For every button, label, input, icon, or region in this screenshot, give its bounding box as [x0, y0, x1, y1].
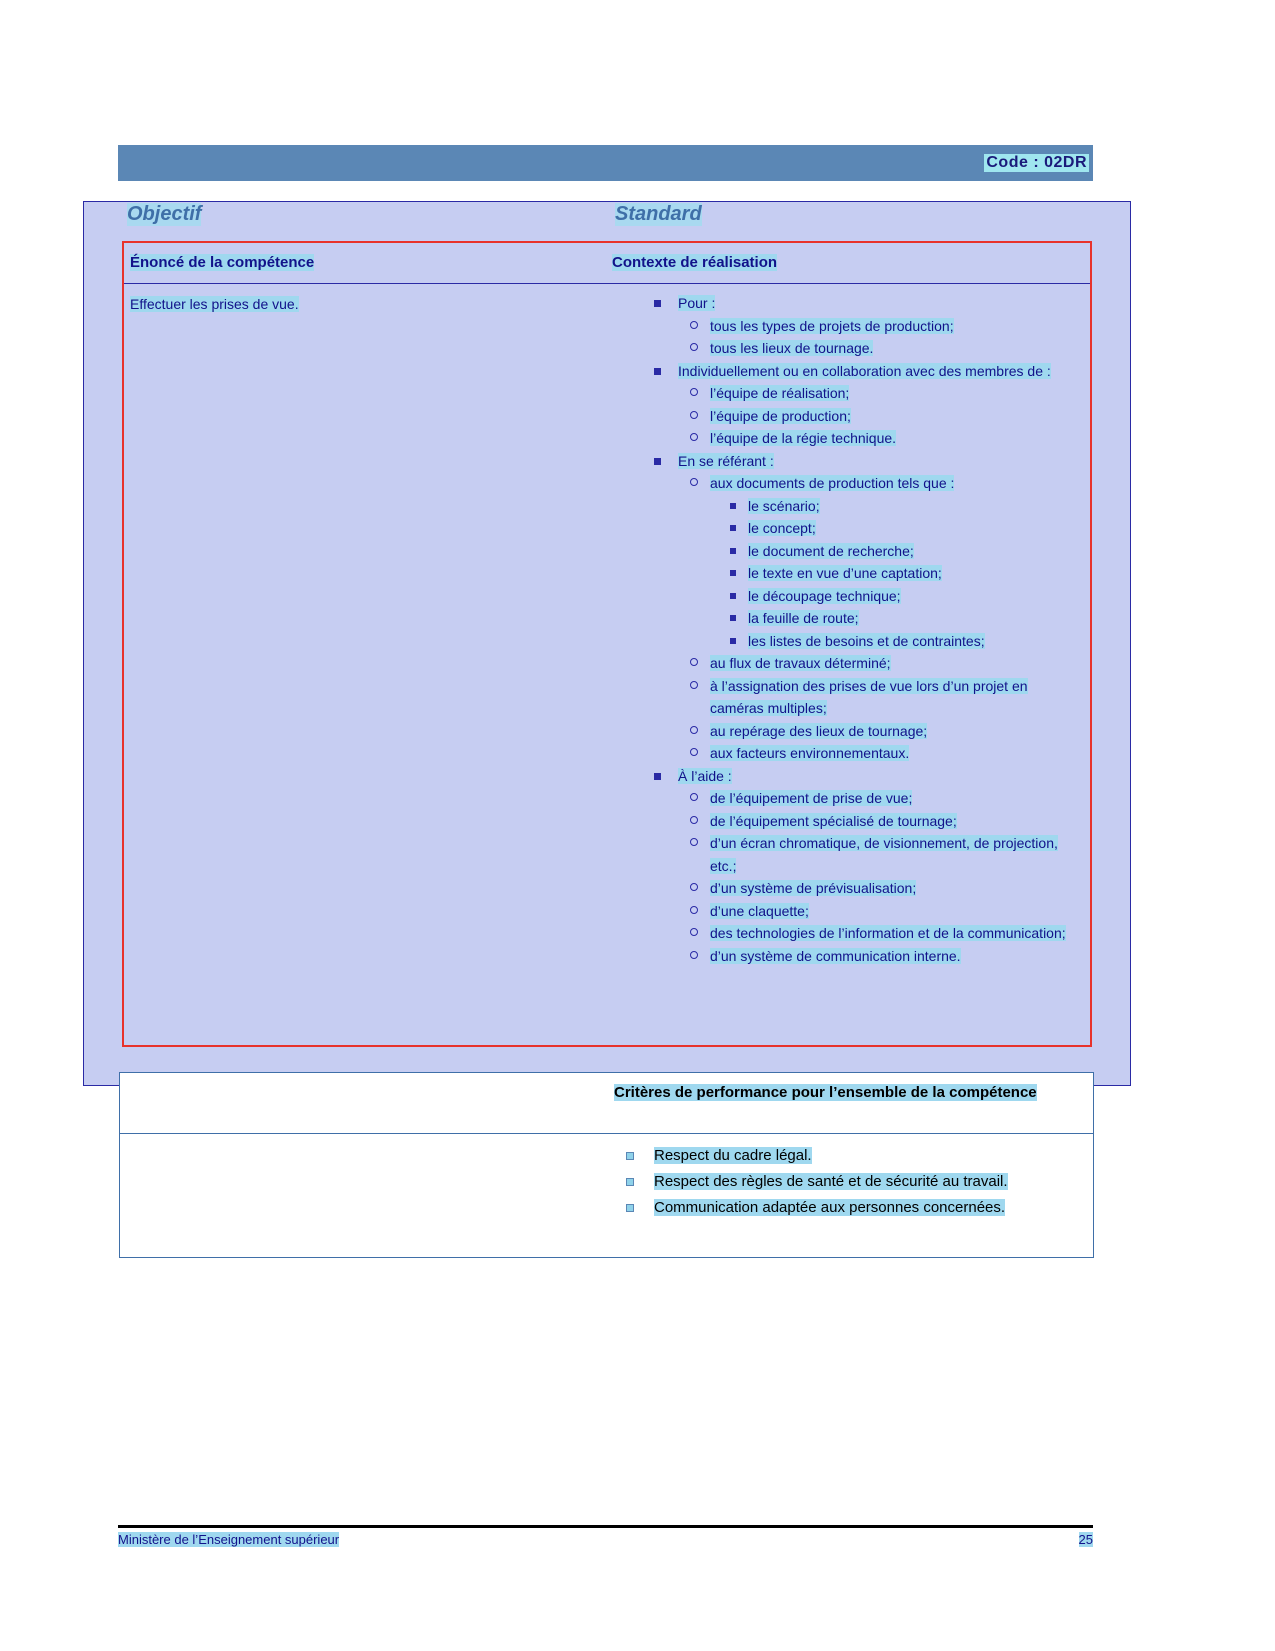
- contexte-item-text: au repérage des lieux de tournage;: [710, 722, 928, 739]
- contexte-item-text: d’un système de communication interne.: [710, 947, 961, 964]
- contexte-item-text: de l’équipement spécialisé de tournage;: [710, 812, 957, 829]
- contexte-item-text: la feuille de route;: [748, 610, 859, 626]
- header-contexte-realisation: Contexte de réalisation: [612, 254, 778, 271]
- bullet-icon: [690, 321, 698, 329]
- bullet-icon: [626, 1204, 634, 1212]
- contexte-item-level-2: [644, 832, 1084, 877]
- contexte-item-text: le scénario;: [748, 497, 820, 514]
- contexte-item-level-2: [644, 922, 1084, 945]
- footer-page-number: 25: [1078, 1532, 1093, 1547]
- bullet-icon: [730, 638, 736, 644]
- header-enonce-competence: Énoncé de la compétence: [130, 254, 315, 271]
- criteres-list: [614, 1144, 1064, 1222]
- contexte-item-text: tous les types de projets de production;: [710, 317, 954, 334]
- title-objectif: Objectif: [127, 203, 202, 225]
- bullet-icon: [730, 525, 736, 531]
- bullet-icon: [626, 1152, 634, 1160]
- bullet-icon: [730, 593, 736, 599]
- section-titles: [127, 203, 1117, 233]
- contexte-item-level-3: [644, 562, 1084, 585]
- contexte-item-text: les listes de besoins et de contraintes;: [748, 632, 985, 649]
- critere-item-text: Respect des règles de santé et de sécurité au travail.: [654, 1173, 1008, 1190]
- contexte-item-level-3: [644, 630, 1084, 653]
- footer-divider: [118, 1525, 1093, 1528]
- contexte-item-text: tous les lieux de tournage.: [710, 340, 874, 356]
- contexte-item-level-2: [644, 810, 1084, 833]
- critere-item-text: Communication adaptée aux personnes concernées.: [654, 1199, 1006, 1216]
- critere-item: [614, 1170, 1064, 1194]
- bullet-icon: [690, 883, 698, 891]
- contexte-item-level-3: [644, 540, 1084, 563]
- bullet-icon: [690, 478, 698, 486]
- contexte-item-text: Individuellement ou en collaboration avec des membres de :: [678, 362, 1051, 379]
- contexte-item-text: l’équipe de la régie technique.: [710, 430, 897, 446]
- bullet-icon: [654, 300, 661, 307]
- page-header-bar: [118, 145, 1093, 181]
- criteres-performance-table: [119, 1072, 1094, 1258]
- contexte-item-level-2: [644, 427, 1084, 450]
- contexte-item-level-1: [644, 450, 1084, 473]
- document-code: Code : 02DR: [986, 154, 1087, 171]
- contexte-item-text: Pour :: [678, 295, 716, 311]
- contexte-item-text: d’une claquette;: [710, 902, 809, 919]
- bullet-icon: [690, 906, 698, 914]
- critere-item-text: Respect du cadre légal.: [654, 1147, 812, 1164]
- contexte-realisation-list: [644, 292, 1084, 967]
- bullet-icon: [690, 748, 698, 756]
- enonce-competence-text: Effectuer les prises de vue.: [130, 296, 299, 312]
- contexte-item-level-2: [644, 675, 1084, 720]
- contexte-item-text: au flux de travaux déterminé;: [710, 655, 891, 671]
- title-standard: Standard: [615, 203, 702, 225]
- bullet-icon: [690, 928, 698, 936]
- competence-table-body: [124, 284, 1090, 1044]
- contexte-item-text: à l’assignation des prises de vue lors d’un projet en caméras multiples;: [710, 677, 1028, 716]
- contexte-item-level-3: [644, 495, 1084, 518]
- contexte-item-level-1: [644, 292, 1084, 315]
- contexte-item-text: de l’équipement de prise de vue;: [710, 790, 913, 806]
- contexte-item-level-2: [644, 877, 1084, 900]
- contexte-item-text: d’un système de prévisualisation;: [710, 880, 917, 896]
- contexte-item-level-1: [644, 360, 1084, 383]
- page-footer: [118, 1532, 1093, 1554]
- bullet-icon: [730, 548, 736, 554]
- contexte-item-level-2: [644, 405, 1084, 428]
- bullet-icon: [690, 838, 698, 846]
- competence-table: [122, 241, 1092, 1047]
- criteres-table-header: [120, 1073, 1093, 1134]
- contexte-item-text: À l’aide :: [678, 767, 732, 784]
- contexte-item-text: le découpage technique;: [748, 587, 901, 604]
- bullet-icon: [690, 793, 698, 801]
- contexte-item-text: l’équipe de production;: [710, 407, 851, 424]
- footer-ministry: Ministère de l’Enseignement supérieur: [118, 1532, 340, 1547]
- contexte-item-level-2: [644, 945, 1084, 968]
- bullet-icon: [730, 570, 736, 576]
- contexte-item-level-2: [644, 315, 1084, 338]
- bullet-icon: [690, 951, 698, 959]
- contexte-item-text: aux documents de production tels que :: [710, 475, 955, 491]
- bullet-icon: [690, 433, 698, 441]
- contexte-item-level-2: [644, 742, 1084, 765]
- contexte-item-level-2: [644, 900, 1084, 923]
- bullet-icon: [730, 503, 736, 509]
- bullet-icon: [690, 816, 698, 824]
- criteres-heading: [614, 1081, 1064, 1105]
- contexte-item-level-2: [644, 652, 1084, 675]
- bullet-icon: [690, 681, 698, 689]
- bullet-icon: [690, 343, 698, 351]
- criteres-heading-text: Critères de performance pour l’ensemble de la compétence: [614, 1084, 1037, 1101]
- contexte-item-text: le document de recherche;: [748, 542, 914, 559]
- competence-table-header: [124, 243, 1090, 284]
- contexte-item-text: aux facteurs environnementaux.: [710, 745, 910, 761]
- contexte-item-level-2: [644, 720, 1084, 743]
- bullet-icon: [654, 458, 661, 465]
- bullet-icon: [690, 388, 698, 396]
- contexte-item-text: le texte en vue d’une captation;: [748, 565, 942, 581]
- contexte-item-level-3: [644, 517, 1084, 540]
- contexte-item-level-2: [644, 472, 1084, 495]
- contexte-item-level-2: [644, 787, 1084, 810]
- contexte-item-text: le concept;: [748, 520, 816, 536]
- contexte-item-level-3: [644, 607, 1084, 630]
- contexte-item-text: En se référant :: [678, 452, 774, 469]
- contexte-item-level-1: [644, 765, 1084, 788]
- bullet-icon: [626, 1178, 634, 1186]
- contexte-item-text: des technologies de l’information et de la communication;: [710, 925, 1066, 941]
- criteres-table-body: [120, 1134, 1093, 1258]
- critere-item: [614, 1144, 1064, 1168]
- contexte-item-level-2: [644, 382, 1084, 405]
- contexte-item-level-3: [644, 585, 1084, 608]
- bullet-icon: [654, 773, 661, 780]
- bullet-icon: [730, 615, 736, 621]
- bullet-icon: [690, 726, 698, 734]
- contexte-item-text: d’un écran chromatique, de visionnement, de projection, etc.;: [710, 835, 1058, 874]
- bullet-icon: [654, 368, 661, 375]
- bullet-icon: [690, 411, 698, 419]
- bullet-icon: [690, 658, 698, 666]
- contexte-item-level-2: [644, 337, 1084, 360]
- critere-item: [614, 1196, 1064, 1220]
- contexte-item-text: l’équipe de réalisation;: [710, 385, 850, 401]
